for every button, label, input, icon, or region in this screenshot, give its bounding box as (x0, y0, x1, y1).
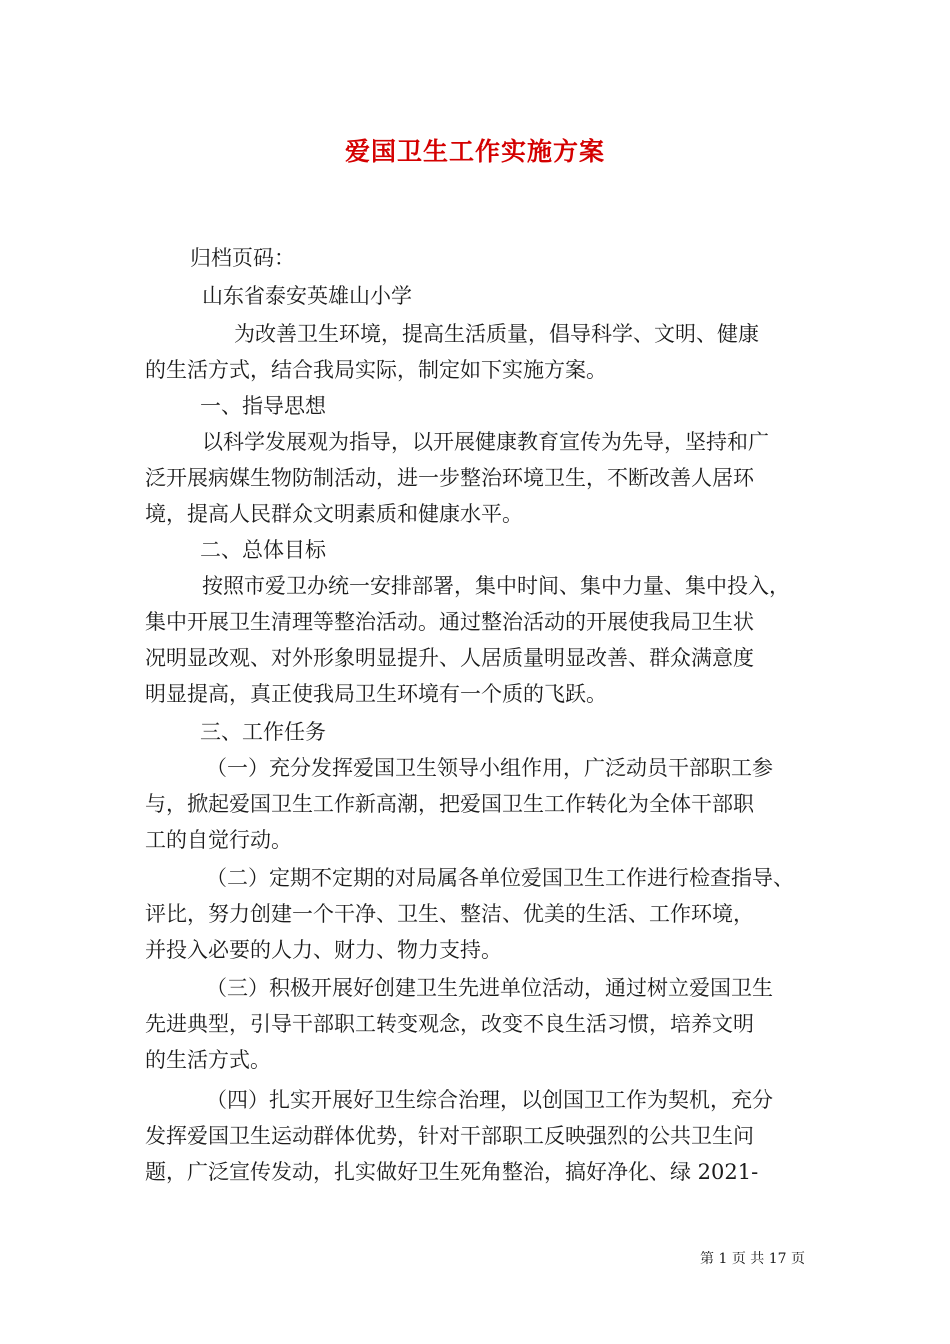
body-line: 并投入必要的人力、财力、物力支持。 (145, 938, 502, 962)
body-line: （三）积极开展好创建卫生先进单位活动，通过树立爱国卫生 (206, 976, 773, 1000)
body-line: 境，提高人民群众文明素质和健康水平。 (145, 502, 523, 526)
body-line: （一）充分发挥爱国卫生领导小组作用，广泛动员干部职工参 (206, 756, 773, 780)
body-line: 泛开展病媒生物防制活动，进一步整治环境卫生，不断改善人居环 (145, 466, 754, 490)
section-heading: 三、工作任务 (200, 720, 326, 744)
section-heading: 一、指导思想 (200, 394, 326, 418)
body-line: 为改善卫生环境，提高生活质量，倡导科学、文明、健康 (234, 322, 759, 346)
body-line: 与，掀起爱国卫生工作新高潮，把爱国卫生工作转化为全体干部职 (145, 792, 754, 816)
body-line: 以科学发展观为指导，以开展健康教育宣传为先导，坚持和广 (202, 430, 769, 454)
body-line: 工的自觉行动。 (145, 828, 292, 852)
body-line: 题，广泛宣传发动，扎实做好卫生死角整治，搞好净化、绿 2021- (145, 1160, 759, 1184)
school-name: 山东省泰安英雄山小学 (202, 284, 412, 308)
section-heading: 二、总体目标 (200, 538, 326, 562)
body-line: 的生活方式，结合我局实际，制定如下实施方案。 (145, 358, 607, 382)
body-line: 评比，努力创建一个干净、卫生、整洁、优美的生活、工作环境， (145, 902, 754, 926)
page-number: 第 1 页 共 17 页 (700, 1251, 805, 1267)
body-line: 况明显改观、对外形象明显提升、人居质量明显改善、群众满意度 (145, 646, 754, 670)
body-line: （四）扎实开展好卫生综合治理，以创国卫工作为契机，充分 (206, 1088, 773, 1112)
body-line: （二）定期不定期的对局属各单位爱国卫生工作进行检查指导、 (206, 866, 794, 890)
body-line: 先进典型，引导干部职工转变观念，改变不良生活习惯，培养文明 (145, 1012, 754, 1036)
body-line: 集中开展卫生清理等整治活动。通过整治活动的开展使我局卫生状 (145, 610, 754, 634)
archive-label: 归档页码： (190, 246, 295, 270)
body-line: 发挥爱国卫生运动群体优势，针对干部职工反映强烈的公共卫生问 (145, 1124, 754, 1148)
body-line: 明显提高，真正使我局卫生环境有一个质的飞跃。 (145, 682, 607, 706)
body-line: 按照市爱卫办统一安排部署，集中时间、集中力量、集中投入， (202, 574, 790, 598)
body-line: 的生活方式。 (145, 1048, 271, 1072)
document-title: 爱国卫生工作实施方案 (344, 137, 605, 166)
